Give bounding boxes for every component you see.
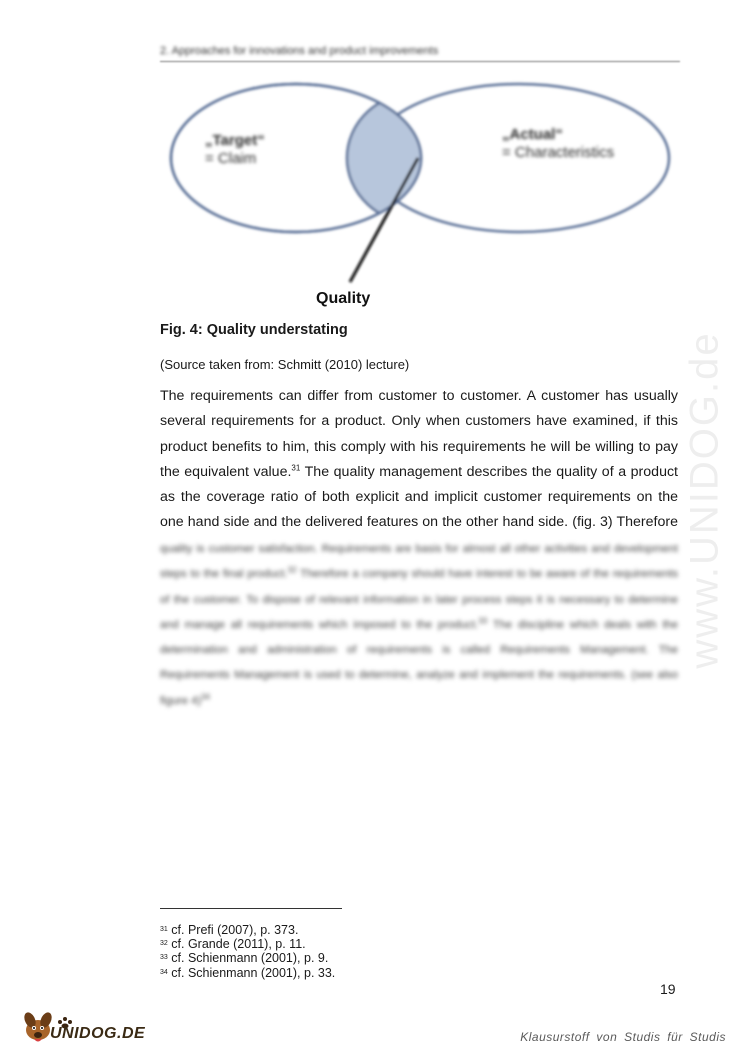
figure-source: (Source taken from: Schmitt (2010) lecture) [160, 357, 410, 372]
figure-caption: Fig. 4: Quality understating [160, 322, 348, 338]
footnote-ref-31: 31 [291, 463, 301, 473]
footer-slogan: Klausurstoff von Studis für Studis [520, 1030, 726, 1044]
quality-label: Quality [316, 290, 371, 307]
actual-label: „Actual“ = Characteristics [502, 126, 615, 161]
target-label: „Target“ = Claim [205, 132, 265, 167]
page-number: 19 [660, 981, 676, 997]
body-paragraph: The requirements can differ from customer to customer. A customer has usually several requirements for a product. Only when customers have examined, if this product benefits to him, this comply with his requirements he will be willing to pay the equivalent value.$^{31}$ The quality management describes the quality of a product as the coverage ratio of both explicit and implicit customer requirements on the one hand side and the delivered features on the other hand side. (fig. 3) Therefore [160, 388, 678, 531]
footnote-separator [160, 908, 342, 909]
watermark: www.UNIDOG.de [682, 331, 727, 669]
venn-diagram [150, 70, 690, 320]
quality-venn-figure [150, 70, 690, 320]
header-rule [160, 61, 680, 62]
footnote-item: $^{33}$ cf. Schienmann (2001), p. 9. [160, 951, 329, 966]
unidog-logo-text[interactable]: UNIDOG.DE [50, 1025, 146, 1042]
footnote-item: $^{32}$ cf. Grande (2011), p. 11. [160, 937, 306, 952]
blurred-paragraph: quality is customer satisfaction. Requirements are basis for almost all other activities and development steps to the final product.$^{32}$ Therefore a company should have interest to be aware of the requirements of the customer. To dispose of relevant information in later process steps it is necessary to determine and manage all requirements which imposed to the product.$^{33}$ The discipline which deals with the determination and administration of requirements is called Requirements Management. The Requirements Management is used to determine, analyze and implement the requirements. (see also figure 4)$^{34}$ [160, 543, 679, 707]
overlap-region [347, 92, 491, 224]
running-header: 2. Approaches for innovations and product improvements [160, 45, 439, 57]
footnote-item: $^{31}$ cf. Prefi (2007), p. 373. [160, 923, 299, 937]
footnotes [160, 923, 335, 980]
footnote-item: $^{34}$ cf. Schienmann (2001), p. 33. [160, 965, 336, 980]
